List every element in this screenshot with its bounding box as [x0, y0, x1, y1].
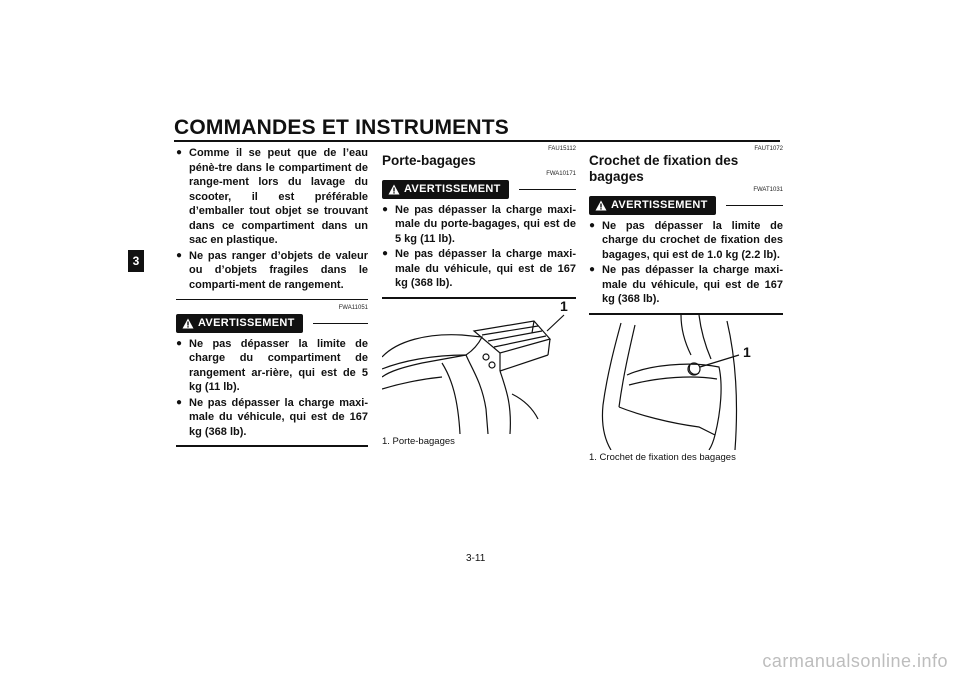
column-2	[382, 146, 576, 449]
figure-porte-bagages	[382, 299, 572, 434]
figure-callout: 1	[743, 343, 751, 360]
header-rule	[174, 140, 780, 142]
list-item: ● Ne pas dépasser la limite de charge du crochet de fixation des bagages, qui est de 1.0 kg (2.2 lb).	[589, 219, 783, 263]
watermark: carmanualsonline.info	[762, 651, 948, 671]
section-code: FAU15112	[548, 146, 576, 152]
warning-label: AVERTISSEMENT	[404, 183, 501, 195]
warning-code: FWA10171	[546, 171, 576, 177]
figure-caption: 1. Crochet de fixation des bagages	[589, 451, 736, 463]
warning-code: FWAT1031	[753, 187, 783, 193]
figure-callout: 1	[560, 297, 568, 314]
page-title: COMMANDES ET INSTRUMENTS	[174, 116, 509, 139]
warning-list	[176, 337, 368, 440]
warning-list	[589, 219, 783, 307]
luggage-rack-illustration	[382, 299, 572, 434]
luggage-hook-illustration	[589, 315, 779, 450]
storage-notes	[176, 146, 368, 292]
section-code: FAUT1072	[754, 146, 783, 152]
warning-header	[382, 180, 576, 199]
warning-rule	[726, 205, 783, 206]
warning-triangle-icon	[182, 318, 194, 329]
warning-list	[382, 203, 576, 291]
column-1	[176, 146, 368, 447]
column-3	[589, 146, 783, 465]
warning-label: AVERTISSEMENT	[198, 317, 295, 329]
warning-badge	[176, 314, 303, 333]
warning-rule	[313, 323, 368, 324]
list-item: ● Ne pas ranger d’objets de valeur ou d’objets fragiles dans le comparti-ment de rangement.	[176, 249, 368, 293]
warning-end-rule	[176, 445, 368, 447]
list-item: ● Ne pas dépasser la limite de charge du compartiment de rangement ar-rière, qui est de 5 kg (11 lb).	[176, 337, 368, 395]
warning-badge	[589, 196, 716, 215]
warning-code: FWA11051	[338, 305, 368, 311]
figure-crochet	[589, 315, 779, 450]
section-title-crochet: Crochet de fixation des bagages	[589, 153, 739, 184]
list-item: ● Ne pas dépasser la charge maxi-male du véhicule, qui est de 167 kg (368 lb).	[382, 247, 576, 291]
figure-caption: 1. Porte-bagages	[382, 435, 455, 447]
chapter-tab: 3	[128, 250, 144, 272]
warning-header	[589, 196, 783, 215]
list-item: ● Ne pas dépasser la charge maxi-male du véhicule, qui est de 167 kg (368 lb).	[589, 263, 783, 307]
list-item: ● Ne pas dépasser la charge maxi-male du porte-bagages, qui est de 5 kg (11 lb).	[382, 203, 576, 247]
list-item: ● Comme il se peut que de l’eau pénè-tre dans le compartiment de range-ment lors du lavage du scooter, il est préférable d’emballer tout objet se trouvant dans ce compartiment dans un sac en plastique.	[176, 146, 368, 248]
list-item: ● Ne pas dépasser la charge maxi-male du véhicule, qui est de 167 kg (368 lb).	[176, 396, 368, 440]
section-title-porte-bagages: Porte-bagages	[382, 153, 476, 168]
warning-label: AVERTISSEMENT	[611, 199, 708, 211]
warning-header	[176, 314, 368, 333]
warning-rule	[519, 189, 576, 190]
warning-badge	[382, 180, 509, 199]
warning-triangle-icon	[595, 200, 607, 211]
warning-triangle-icon	[388, 184, 400, 195]
page-number: 3-11	[466, 553, 486, 564]
divider	[176, 299, 368, 300]
